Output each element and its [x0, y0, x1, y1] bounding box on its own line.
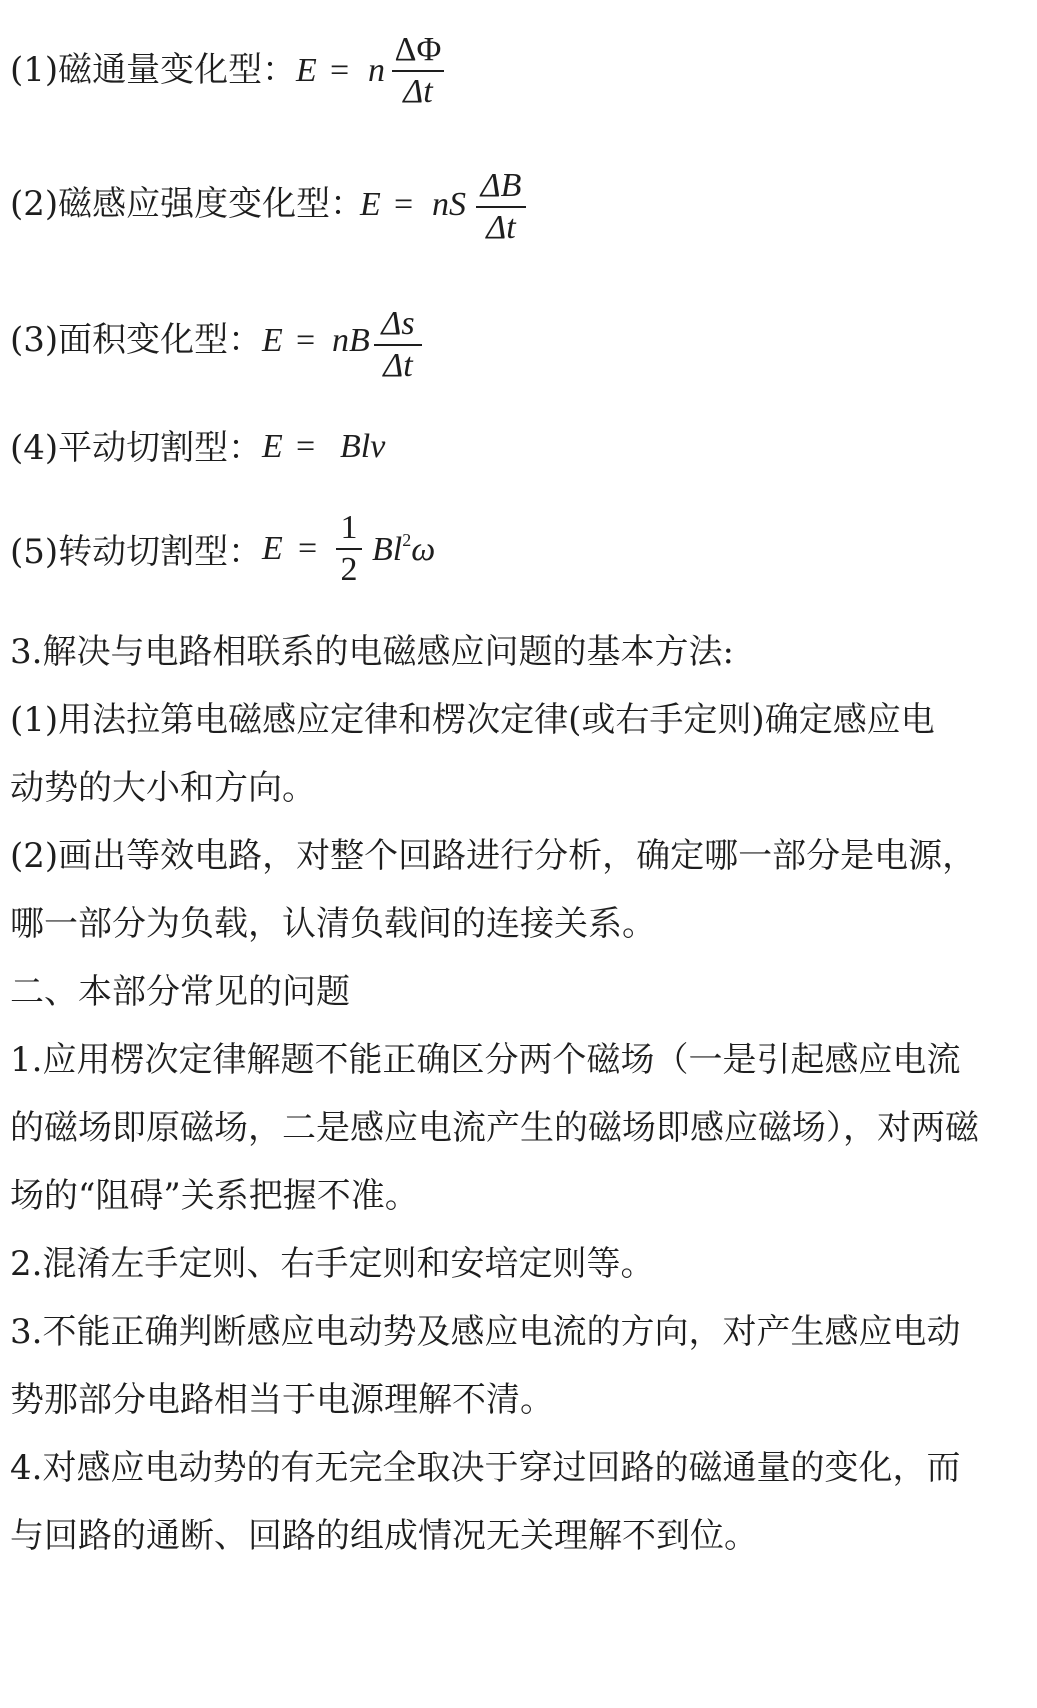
- text-line-2: (1)用法拉第电磁感应定律和楞次定律(或右手定则)确定感应电: [10, 700, 935, 740]
- formula-2-fraction: [476, 166, 526, 248]
- formula-4-rhs: Blv: [340, 428, 386, 465]
- formula-3-equals: =: [296, 322, 316, 359]
- formula-1-fraction: [392, 30, 444, 112]
- text-line-1: 3.解决与电路相联系的电磁感应问题的基本方法:: [10, 632, 734, 672]
- formula-3-coef: nB: [332, 322, 370, 359]
- text-line-14: 与回路的通断、回路的组成情况无关理解不到位。: [10, 1516, 758, 1556]
- text-line-7: 1.应用楞次定律解题不能正确区分两个磁场（一是引起感应电流: [10, 1040, 961, 1080]
- formula-2-label: (2)磁感应强度变化型：: [10, 184, 365, 224]
- formula-5-rhs-exponent: 2: [402, 530, 412, 550]
- formula-5-label: (5)转动切割型：: [10, 532, 263, 572]
- text-line-13: 4.对感应电动势的有无完全取决于穿过回路的磁通量的变化，而: [10, 1448, 961, 1488]
- text-line-9: 场的“阻碍”关系把握不准。: [10, 1176, 419, 1216]
- text-line-3: 动势的大小和方向。: [10, 768, 316, 808]
- text-line-8: 的磁场即原磁场，二是感应电流产生的磁场即感应磁场），对两磁: [10, 1108, 979, 1148]
- formula-3-denominator: Δt: [383, 347, 413, 384]
- formula-5-denominator: 2: [340, 551, 358, 588]
- formula-5-rhs-base: Bl: [372, 531, 403, 568]
- formula-5-lhs: E: [262, 530, 283, 567]
- formula-1-denominator: Δt: [403, 73, 433, 110]
- formula-4-equals: =: [296, 428, 316, 465]
- formula-4-label: (4)平动切割型：: [10, 428, 263, 468]
- text-line-4: (2)画出等效电路，对整个回路进行分析，确定哪一部分是电源，: [10, 836, 977, 876]
- formula-3-fraction: [374, 304, 422, 386]
- formula-2-numerator: ΔB: [480, 167, 522, 204]
- formula-1-lhs: E: [296, 52, 317, 89]
- formula-5-numerator: 1: [340, 509, 358, 546]
- formula-1-equals: =: [330, 52, 350, 89]
- text-line-5: 哪一部分为负载，认清负载间的连接关系。: [10, 904, 656, 944]
- formula-1-label: (1)磁通量变化型：: [10, 50, 297, 90]
- text-line-11: 3.不能正确判断感应电动势及感应电流的方向，对产生感应电动: [10, 1312, 961, 1352]
- formula-2-coef: nS: [432, 186, 466, 223]
- formula-2-lhs: E: [360, 186, 381, 223]
- formula-3-lhs: E: [262, 322, 283, 359]
- formula-2-equals: =: [394, 186, 414, 223]
- text-line-12: 势那部分电路相当于电源理解不清。: [10, 1380, 554, 1420]
- text-line-10: 2.混淆左手定则、右手定则和安培定则等。: [10, 1244, 655, 1284]
- formula-3-numerator: Δs: [381, 305, 415, 342]
- section-heading: 二、本部分常见的问题: [10, 972, 350, 1012]
- formula-5-rhs-omega: ω: [411, 531, 436, 568]
- formula-1-coef: n: [368, 52, 385, 89]
- formula-2-denominator: Δt: [486, 209, 516, 246]
- formula-1-numerator: ΔΦ: [394, 31, 442, 68]
- formula-5-fraction: [336, 508, 362, 590]
- formula-5-equals: =: [298, 530, 318, 567]
- formula-5-rhs: [372, 530, 435, 569]
- formula-3-label: (3)面积变化型：: [10, 320, 263, 360]
- formula-4-lhs: E: [262, 428, 283, 465]
